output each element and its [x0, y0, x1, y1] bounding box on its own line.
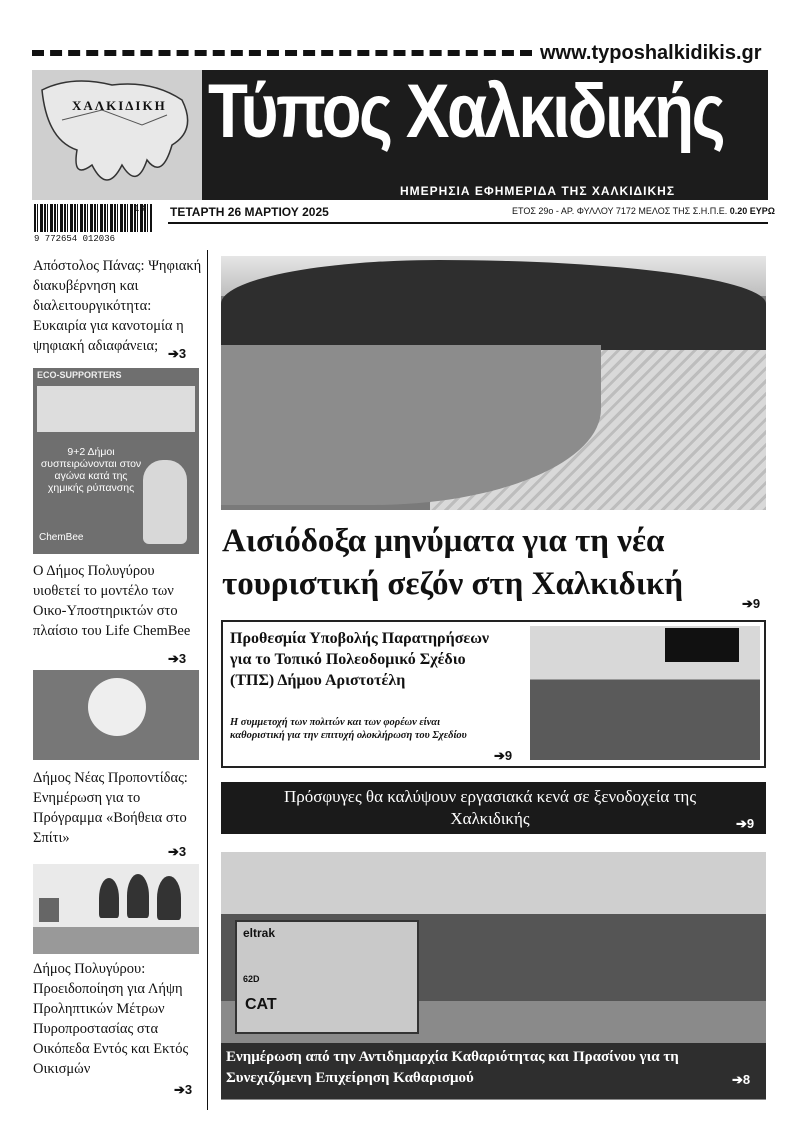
page-ref: ➔3 [168, 651, 187, 666]
home-help-logo[interactable] [33, 670, 199, 760]
header-rule [168, 222, 768, 224]
eco-supporters-graphic[interactable] [33, 368, 199, 554]
chalkidiki-map [32, 70, 202, 200]
header-dashed-rule [32, 50, 532, 56]
sidebar-story-fire-prevention[interactable] [33, 959, 203, 1079]
story-text: Δήμος Νέας Προποντίδας: Ενημέρωση για το Πρόγραμμα «Βοήθεια στο Σπίτι» [33, 770, 188, 846]
headline-text: Αισιόδοξα μηνύματα για τη νέα τουριστική σεζόν στη Χαλκιδική [222, 523, 684, 602]
planning-title: Προθεσμία Υποβολής Παρατηρήσεων για το Τοπικό Πολεοδομικό Σχέδιο (ΤΠΣ) Δήμου Αριστοτέλη [230, 630, 490, 689]
main-headline[interactable] [222, 520, 752, 606]
chembee-logo: ChemBee [39, 532, 84, 543]
story-text: Δήμος Πολυγύρου: Προειδοποίηση για Λήψη Προληπτικών Μέτρων Πυροπροστασίας στα Οικόπεδα Εντός και Εκτός Οικισμών [33, 961, 189, 1077]
tree-icon [157, 876, 181, 920]
fire-prevention-graphic[interactable] [33, 864, 199, 954]
machine-model: CAT [245, 996, 277, 1013]
column-divider [207, 250, 208, 1110]
tv-screen-icon [665, 628, 739, 662]
site-url-link[interactable]: www.typoshalkidikis.gr [540, 42, 762, 64]
skid-steer-loader [235, 920, 419, 1034]
page-ref: ➔9 [494, 748, 513, 763]
house-icon [39, 898, 59, 922]
tree-icon [99, 878, 119, 918]
story-text: Ο Δήμος Πολυγύρου υιοθετεί το μοντέλο των Οικο-Υποστηρικτών στο πλαίσιο του Life ChemBee [33, 563, 191, 639]
sidebar-story-panas[interactable] [33, 256, 203, 356]
page-ref: ➔3 [168, 844, 187, 859]
machine-brand: eltrak [243, 926, 276, 940]
eco-headline: 9+2 Δήμοι συσπειρώνονται στον αγώνα κατά της χημικής ρύπανσης [40, 446, 142, 494]
sidebar-story-propontida[interactable] [33, 768, 209, 848]
newspaper-subtitle: ΗΜΕΡΗΣΙΑ ΕΦΗΜΕΡΙΔΑ ΤΗΣ ΧΑΛΚΙΔΙΚΗΣ [400, 184, 676, 198]
page-ref: ➔9 [736, 816, 755, 831]
newspaper-title: Τύπος Χαλκιδικής [208, 69, 724, 154]
page-ref: ➔8 [732, 1072, 751, 1087]
page-ref: ➔9 [742, 596, 761, 611]
page-ref: ➔3 [168, 346, 187, 361]
refugees-text: Πρόσφυγες θα καλύψουν εργασιακά κενά σε ξενοδοχεία της Χαλκιδικής [283, 787, 697, 828]
issue-price: 0.20 ΕΥΡΩ [729, 206, 776, 216]
map-label: ΧΑΛΚΙΔΙΚΗ [72, 98, 167, 113]
barcode-number: 9 772654 012036 [34, 234, 116, 244]
barcode-issue: 13 [134, 204, 145, 214]
home-icon [88, 678, 146, 736]
issue-date: ΤΕΤΑΡΤΗ 26 ΜΑΡΤΙΟΥ 2025 [170, 205, 329, 219]
planning-lede: Η συμμετοχή των πολιτών και των φορέων είναι καθοριστική για την επιτυχή ολοκλήρωση του Σχεδίου [230, 717, 467, 741]
map-icon [32, 70, 202, 200]
cleaning-caption: Ενημέρωση από την Αντιδημαρχία Καθαριότητας και Πρασίνου για τη Συνεχιζόμενη Επιχείρηση Καθαρισμού [226, 1049, 679, 1086]
issue-details: ΕΤΟΣ 29ο - ΑΡ. ΦΥΛΛΟΥ 7172 ΜΕΛΟΣ ΤΗΣ Σ.Η.Π.Ε. [512, 206, 728, 216]
municipality-logos [37, 386, 195, 432]
hazmat-figure-icon [143, 460, 187, 544]
issue-info [512, 206, 775, 216]
sidebar-story-polygyros-eco[interactable] [33, 561, 203, 641]
story-text: Απόστολος Πάνας: Ψηφιακή διακυβέρνηση και διαλειτουργικότητα: Ευκαιρία για κανοτομία η ψηφιακή αδιαφάνεια; [33, 258, 202, 354]
tree-icon [127, 874, 149, 918]
page-ref: ➔3 [174, 1082, 193, 1097]
eco-banner: ECO-SUPPORTERS [37, 370, 122, 380]
machine-id: 62D [243, 974, 260, 984]
